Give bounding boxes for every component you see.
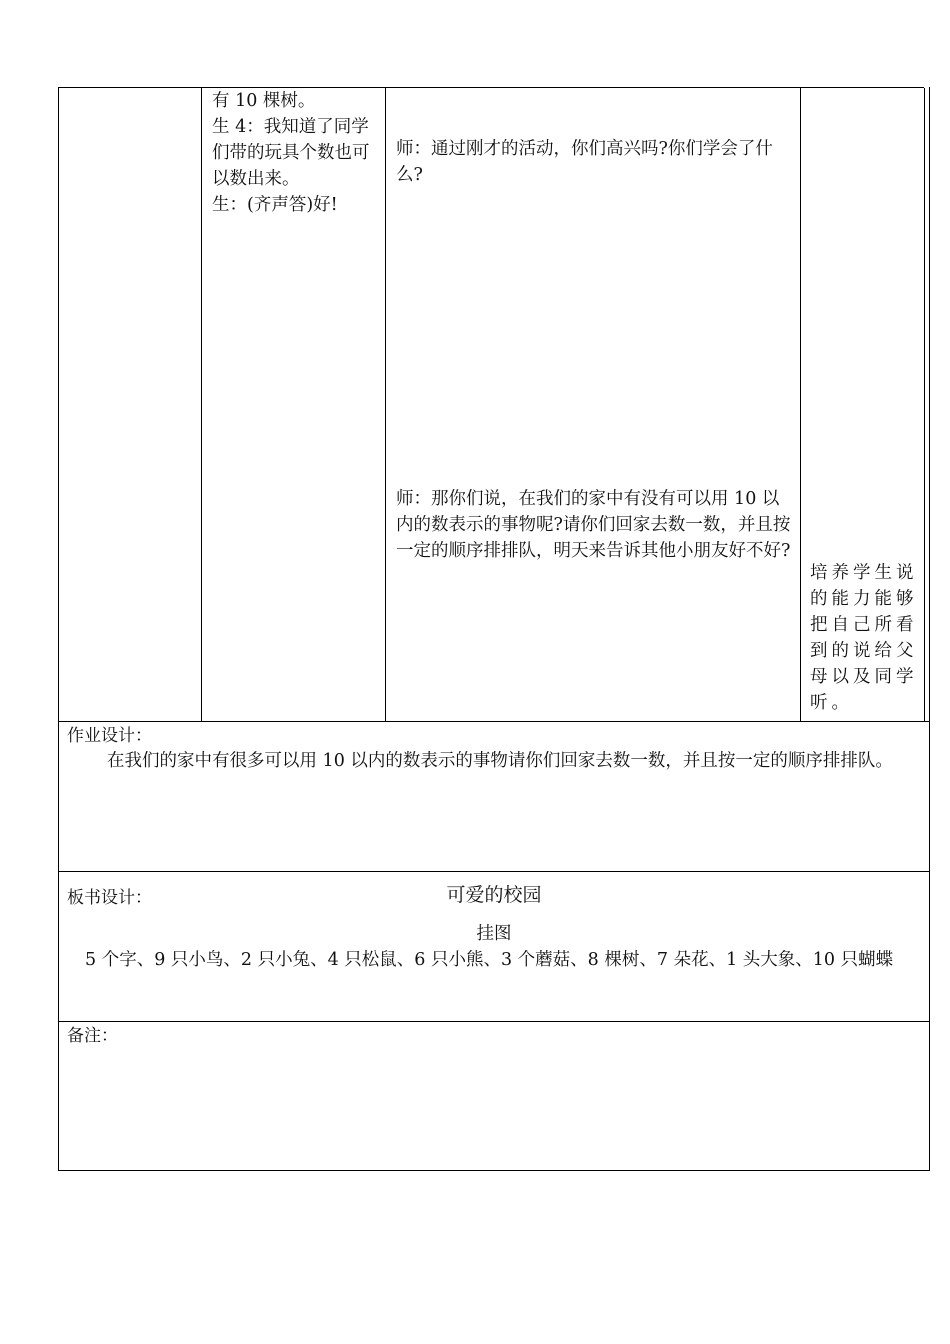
- teacher-question: 师：通过刚才的活动，你们高兴吗?你们学会了什么?: [396, 139, 773, 185]
- board-design-section: [58, 871, 930, 1022]
- notes-section: [58, 1021, 930, 1171]
- notes-label: 备注：: [67, 1026, 118, 1046]
- student-responses: 有 10 棵树。 生 4：我知道了同学们带的玩具个数也可以数出来。 生：(齐声答)好!: [212, 91, 370, 215]
- table-column-2: [202, 88, 386, 722]
- board-subtitle: 挂图: [476, 924, 512, 944]
- homework-label: 作业设计：: [67, 726, 152, 746]
- board-label: 板书设计：: [67, 888, 152, 908]
- homework-section: [58, 721, 930, 872]
- board-title: 可爱的校园: [446, 884, 542, 906]
- design-intent: 培养学生说的能力能够把自己所看到的说给父母以及同学听。: [810, 563, 918, 713]
- teacher-assignment: 师：那你们说，在我们的家中有没有可以用 10 以内的数表示的事物呢?请你们回家去数一数，并且按一定的顺序排排队，明天来告诉其他小朋友好不好?: [396, 489, 791, 561]
- lesson-table: [58, 87, 924, 722]
- board-items: 5 个字、9 只小鸟、2 只小兔、4 只松鼠、6 只小熊、3 个蘑菇、8 棵树、7 朵花、1 头大象、10 只蝴蝶: [85, 950, 894, 970]
- homework-text: 在我们的家中有很多可以用 10 以内的数表示的事物请你们回家去数一数，并且按一定的顺序排排队。: [107, 751, 893, 771]
- table-column-3: [386, 88, 801, 722]
- table-column-4: [801, 88, 925, 722]
- table-column-1: [59, 88, 202, 722]
